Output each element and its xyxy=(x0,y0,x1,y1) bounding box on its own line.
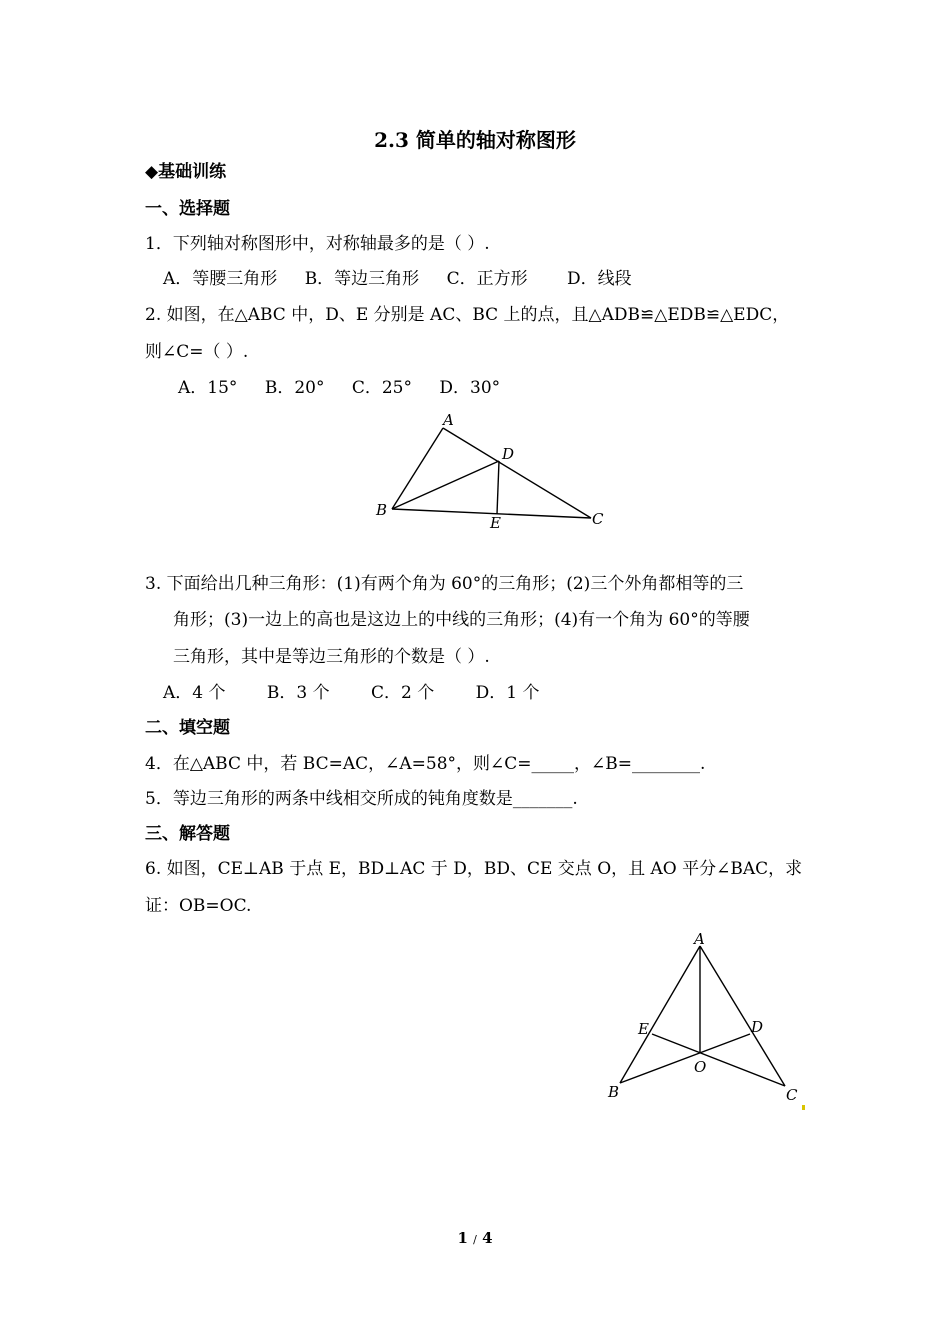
q2-option-d: D．30° xyxy=(439,378,501,398)
label-d: D xyxy=(751,1018,764,1036)
page-separator: / xyxy=(473,1233,477,1246)
question-3-line-2: 角形；(3)一边上的高也是这边上的中线的三角形；(4)有一个角为 60°的等腰 xyxy=(173,610,750,630)
label-b: B xyxy=(376,501,388,519)
page-number xyxy=(0,1229,950,1247)
segment-ce xyxy=(652,1034,785,1086)
segment-ac xyxy=(443,428,591,518)
q1-option-c: C．正方形 xyxy=(446,269,528,289)
question-5: 5．等边三角形的两条中线相交所成的钝角度数是_______. xyxy=(145,789,578,809)
part-heading-choice: 一、选择题 xyxy=(145,199,230,219)
question-3-line-3: 三角形，其中是等边三角形的个数是（ ）. xyxy=(173,647,490,667)
question-2-stem-line-2: 则∠C=（ ）. xyxy=(145,342,249,362)
label-o: O xyxy=(694,1058,707,1076)
stray-mark xyxy=(802,1105,805,1110)
q3-option-d: D．1 个 xyxy=(475,683,540,703)
label-e: E xyxy=(490,514,501,532)
segment-ab xyxy=(620,946,700,1083)
figure-triangle-abc-q2 xyxy=(370,408,610,534)
page-total: 4 xyxy=(482,1229,493,1247)
question-2-options xyxy=(178,377,500,399)
question-1-options xyxy=(163,268,632,290)
label-e: E xyxy=(638,1020,649,1038)
section-heading-basic: ◆基础训练 xyxy=(145,162,227,182)
page-current: 1 xyxy=(457,1229,468,1247)
q3-option-c: C．2 个 xyxy=(371,683,435,703)
page-title: 2.3 简单的轴对称图形 xyxy=(374,128,576,152)
q3-option-b: B．3 个 xyxy=(266,683,330,703)
label-a: A xyxy=(694,930,705,948)
question-6-line-1: 6. 如图，CE⊥AB 于点 E，BD⊥AC 于 D，BD、CE 交点 O，且 AO 平分∠BAC，求 xyxy=(145,859,803,879)
question-3-options xyxy=(163,682,540,704)
q3-option-a: A．4 个 xyxy=(163,683,226,703)
question-1-stem: 1．下列轴对称图形中，对称轴最多的是（ ）. xyxy=(145,234,490,254)
segment-ac xyxy=(700,946,785,1086)
q2-option-a: A．15° xyxy=(178,378,238,398)
question-4: 4．在△ABC 中，若 BC=AC，∠A=58°，则∠C=_____，∠B=________. xyxy=(145,754,706,774)
label-b: B xyxy=(608,1083,620,1101)
question-2-stem-line-1: 2. 如图，在△ABC 中，D、E 分别是 AC、BC 上的点，且△ADB≌△EDB≌△EDC， xyxy=(145,305,790,325)
label-a: A xyxy=(443,411,454,429)
part-heading-fill-blank: 二、填空题 xyxy=(145,718,230,738)
q1-option-a: A．等腰三角形 xyxy=(163,269,278,289)
part-heading-solve: 三、解答题 xyxy=(145,824,230,844)
figure-triangle-abc-q6 xyxy=(600,928,815,1110)
segment-bd xyxy=(392,461,499,509)
q1-option-d: D．线段 xyxy=(567,269,632,289)
label-c: C xyxy=(592,510,604,528)
segment-de xyxy=(497,461,499,514)
label-c: C xyxy=(786,1086,798,1104)
question-6-line-2: 证：OB=OC. xyxy=(145,896,252,916)
question-3-line-1: 3. 下面给出几种三角形：(1)有两个角为 60°的三角形；(2)三个外角都相等的三 xyxy=(145,574,744,594)
segment-bd xyxy=(620,1034,750,1083)
q2-option-c: C．25° xyxy=(351,378,412,398)
label-d: D xyxy=(502,445,515,463)
q1-option-b: B．等边三角形 xyxy=(304,269,420,289)
q2-option-b: B．20° xyxy=(264,378,325,398)
